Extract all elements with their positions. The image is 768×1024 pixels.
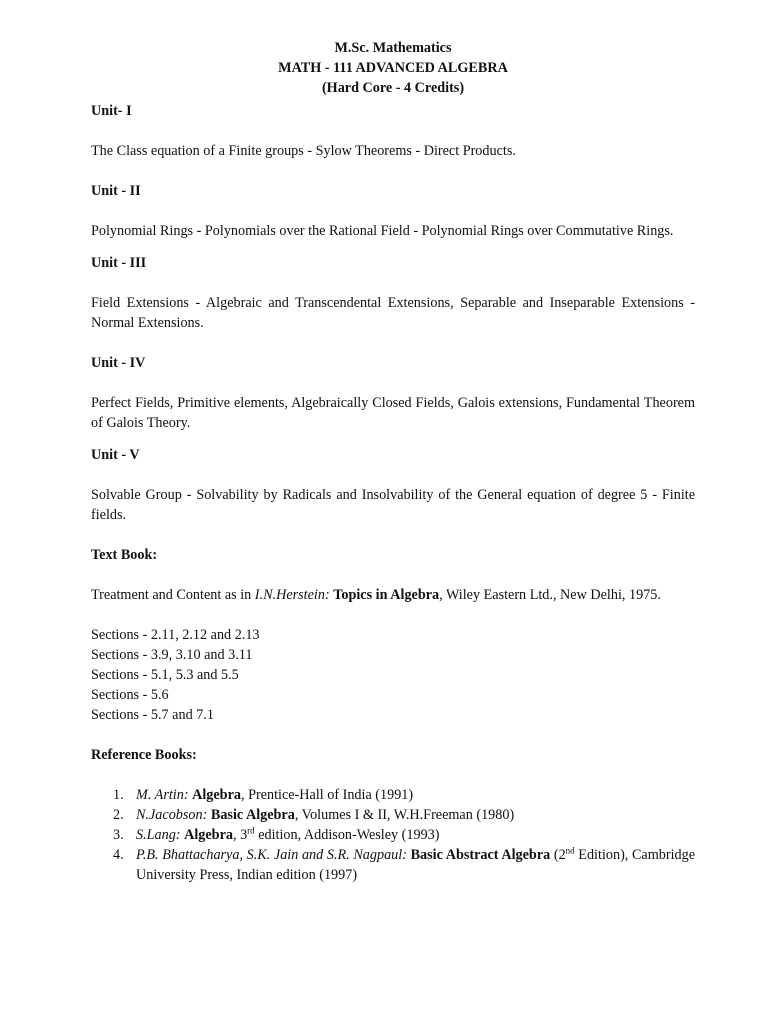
reference-edition: (2	[550, 847, 566, 863]
textbook-title: Topics in Algebra	[333, 587, 440, 603]
section-line: Sections - 5.7 and 7.1	[91, 707, 214, 723]
unit-3-title: Unit - III	[91, 255, 147, 271]
textbook-publisher: , Wiley Eastern Ltd., New Delhi, 1975.	[439, 587, 661, 603]
unit-1-text: The Class equation of a Finite groups - Sylow Theorems - Direct Products.	[91, 143, 516, 159]
reference-publisher: , Prentice-Hall of India (1991)	[240, 787, 414, 803]
reference-item	[91, 845, 695, 885]
reference-superscript: rd	[247, 825, 255, 836]
course-credits: (Hard Core - 4 Credits)	[321, 80, 465, 96]
unit-2-title: Unit - II	[91, 183, 141, 199]
textbook-heading: Text Book:	[91, 547, 158, 563]
unit-3-text: Field Extensions - Algebraic and Transcendental Extensions, Separable and Inseparable Extensions - Normal Extensions.	[91, 295, 695, 331]
textbook-intro: Treatment and Content as in	[91, 587, 255, 603]
section-line: Sections - 2.11, 2.12 and 2.13	[91, 627, 260, 643]
reference-number: 3.	[113, 827, 124, 843]
textbook-sections	[91, 625, 695, 725]
reference-edition: , 3	[232, 827, 248, 843]
unit-4-title: Unit - IV	[91, 355, 146, 371]
reference-title: Algebra	[184, 827, 233, 843]
reference-list	[91, 785, 695, 885]
reference-item	[91, 785, 695, 805]
unit-5-title: Unit - V	[91, 447, 140, 463]
reference-publisher: edition, Addison-Wesley (1993)	[254, 827, 440, 843]
unit-2-text: Polynomial Rings - Polynomials over the Rational Field - Polynomial Rings over Commutative Rings.	[91, 223, 674, 239]
program-title: M.Sc. Mathematics	[334, 40, 452, 56]
reference-title: Basic Abstract Algebra	[410, 847, 551, 863]
reference-author: M. Artin:	[136, 787, 189, 803]
textbook-author: I.N.Herstein:	[254, 587, 330, 603]
reference-item	[91, 805, 695, 825]
reference-publisher: , Volumes I & II, W.H.Freeman (1980)	[294, 807, 515, 823]
reference-title: Basic Algebra	[210, 807, 295, 823]
reference-number: 1.	[113, 787, 124, 803]
unit-1-title: Unit- I	[91, 103, 132, 119]
reference-item	[91, 825, 695, 845]
unit-4-text: Perfect Fields, Primitive elements, Algebraically Closed Fields, Galois extensions, Fundamental Theorem of Galois Theory.	[91, 395, 695, 431]
reference-publisher: Edition), Cambridge University Press, Indian edition (1997)	[136, 847, 696, 883]
section-line: Sections - 5.1, 5.3 and 5.5	[91, 667, 239, 683]
reference-title: Algebra	[192, 787, 241, 803]
reference-number: 2.	[113, 807, 124, 823]
reference-superscript: nd	[565, 845, 575, 856]
section-line: Sections - 5.6	[91, 687, 169, 703]
reference-author: N.Jacobson:	[136, 807, 208, 823]
reference-author: P.B. Bhattacharya, S.K. Jain and S.R. Nagpaul:	[136, 847, 407, 863]
textbook-citation	[91, 585, 695, 605]
section-line: Sections - 3.9, 3.10 and 3.11	[91, 647, 253, 663]
references-heading: Reference Books:	[91, 747, 197, 763]
unit-5-text: Solvable Group - Solvability by Radicals and Insolvability of the General equation of degree 5 - Finite fields.	[91, 487, 695, 523]
syllabus-page	[91, 38, 695, 885]
reference-number: 4.	[113, 847, 124, 863]
course-title: MATH - 111 ADVANCED ALGEBRA	[278, 60, 508, 76]
reference-author: S.Lang:	[136, 827, 181, 843]
